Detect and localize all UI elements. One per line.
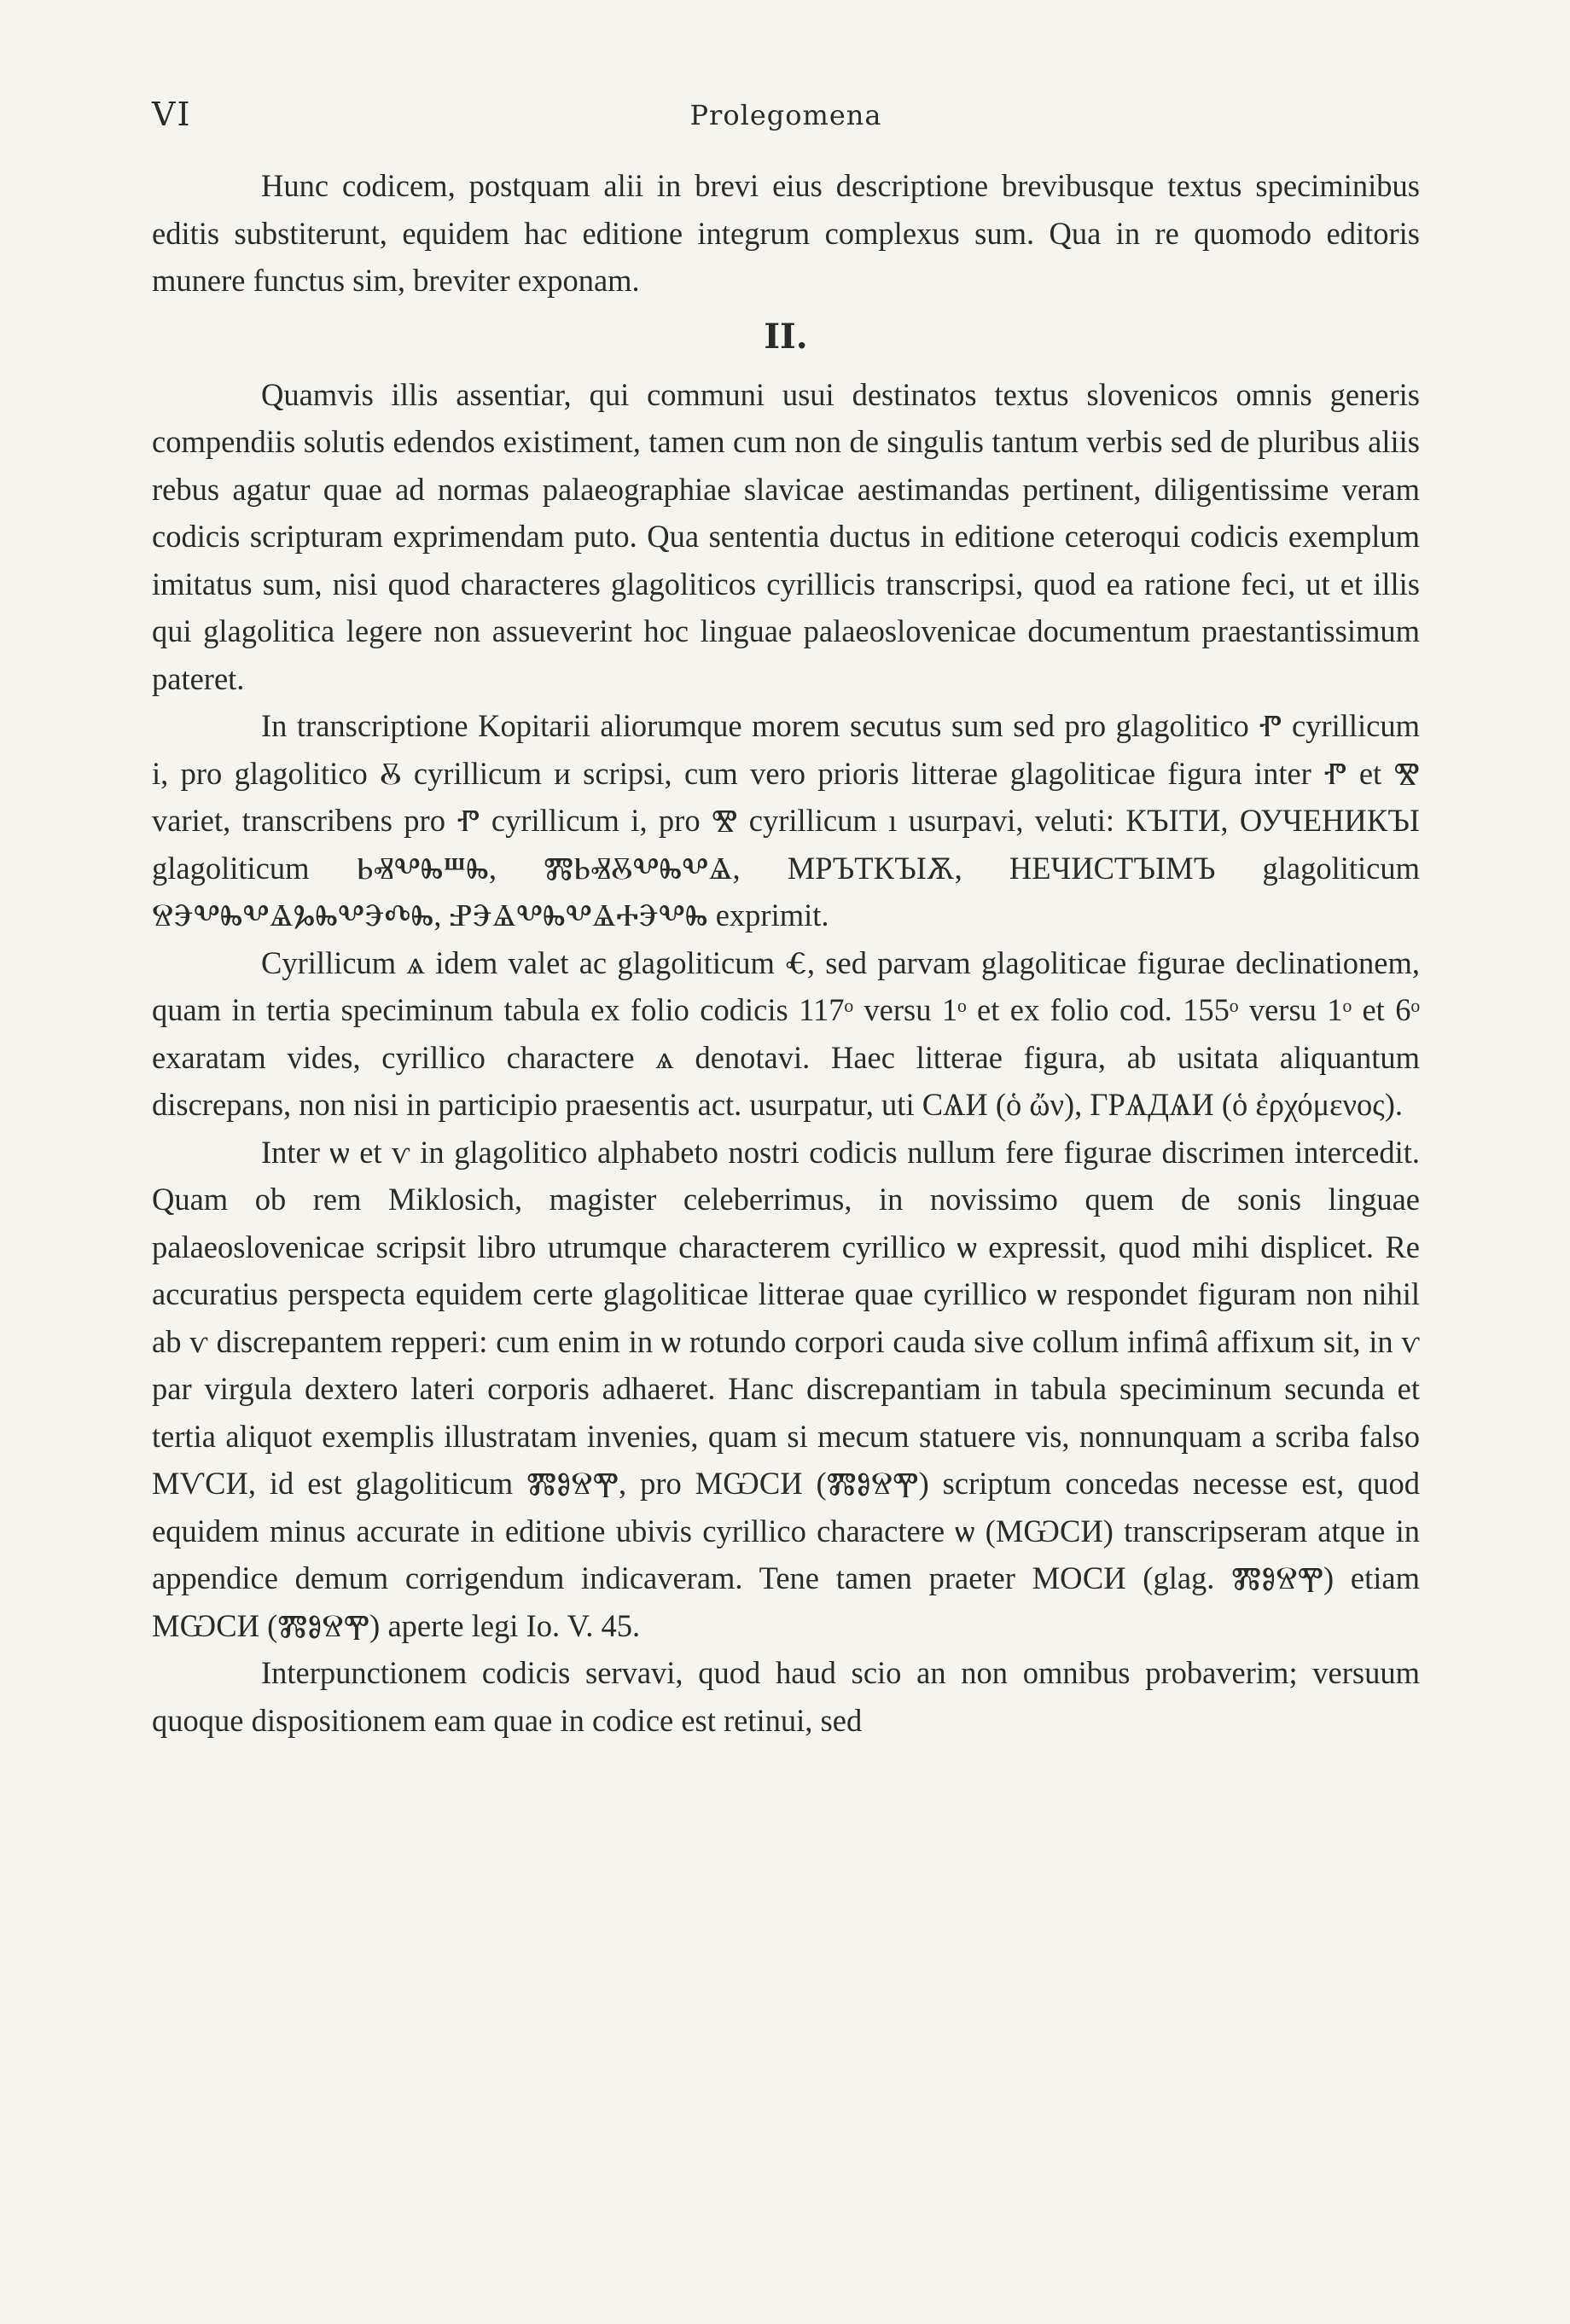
page-header xyxy=(152,96,1420,147)
paragraph-4: Cyrillicum ѧ idem valet ac glagoliticum Ⱔ, sed parvam glagoliticae figurae declinationem, quam in tertia speciminum tabula ex folio codicis 117ᵒ versu 1ᵒ et ex folio cod. 155ᵒ versu 1ᵒ et 6ᵒ exaratam vides, cyrillico charactere ѧ denotavi. Haec litterae figura, ab usitata aliquantum discrepans, non nisi in participio praesentis act. usurpatur, uti СѦИ (ὁ ὤν), ГРѦДѦИ (ὁ ἐρχόμενος). xyxy=(152,944,1420,1122)
paragraph-6: Interpunctionem codicis servavi, quod haud scio an non omnibus probaverim; versuum quoque dispositionem eam quae in codice est retinui, sed xyxy=(152,1655,1420,1738)
paragraph-3: In transcriptione Kopitarii aliorumque morem secutus sum sed pro glagolitico Ⱂ cyrillicum і, pro glagolitico Ⰻ cyrillicum и scripsi, cum vero prioris litterae glagoliticae figura inter Ⱂ et Ⰺ variet, transcribens pro Ⱂ cyrillicum і, pro Ⰺ cyrillicum ı usurpavi, veluti: КЪІТИ, ОУЧЕНИКЪІ glagoliticum ⰓⰟⰂⰈⰞⰈ, ⰏⰓⰟⰋⰂⰈⰂⰡ, МРЪТКЪІѪ, НЕЧИСТЪІМЪ glagoliticum ⰔⰅⰂⰈⰂⰡⰃⰈⰂⰅⰄⰈ, ⰐⰅⰡⰂⰈⰂⰡⰀⰅⰂⰈ exprimit. xyxy=(152,708,1420,933)
paragraph-1: Hunc codicem, postquam alii in brevi eius descriptione brevibusque textus speciminibus editis substiterunt, equidem hac editione integrum complexus sum. Qua in re quomodo editoris munere functus sim, breviter exponam. xyxy=(152,168,1420,298)
paragraph-5: Inter ѡ et ѵ in glagolitico alphabeto nostri codicis nullum fere figurae discrimen intercedit. Quam ob rem Miklosich, magister celeberrimus, in novissimo quem de sonis linguae palaeoslovenicae scripsit libro utrumque characterem cyrillico ѡ expressit, quod mihi displicet. Re accuratius perspecta equidem certe glagoliticae litterae quae cyrillico ѡ respondet figuram non nihil ab ѵ discrepantem repperi: cum enim in ѡ rotundo corpori cauda sive collum infimâ affixum sit, in ѵ par virgula dextero lateri corporis adhaeret. Hanc discrepantiam in tabula speciminum secunda et tertia aliquot exemplis illustratam invenies, quam si mecum statuere vis, nonnunquam a scriba falso МѴСИ, id est glagoliticum ⰏⰑⰔⰉ, pro МѠСИ (ⰏⰑⰔⰉ) scriptum concedas necesse est, quod equidem minus accurate in editione ubivis cyrillico charactere ѡ (МѠСИ) transcripseram atque in appendice demum corrigendum indicaveram. Tene tamen praeter МОСИ (glag. ⰏⰑⰔⰉ) etiam МѠСИ (ⰏⰑⰔⰉ) aperte legi Io. V. 45. xyxy=(152,1134,1420,1643)
running-head: Prolegomena xyxy=(689,99,882,131)
body-text xyxy=(152,162,1420,1744)
section-heading: II. xyxy=(764,316,808,357)
paragraph-2: Quamvis illis assentiar, qui communi usui destinatos textus slovenicos omnis generis compendiis solutis edendos existiment, tamen cum non de singulis tantum verbis sed de pluribus aliis rebus agatur quae ad normas palaeographiae slavicae aestimandas pertinent, diligentissime veram codicis scripturam exprimendam puto. Qua sententia ductus in editione ceteroqui codicis exemplum imitatus sum, nisi quod characteres glagoliticos cyrillicis transcripsi, quod ea ratione feci, ut et illis qui glagolitica legere non assueverint hoc linguae palaeoslovenicae documentum praestantissimum pateret. xyxy=(152,376,1420,696)
page-number: VI xyxy=(152,96,192,133)
